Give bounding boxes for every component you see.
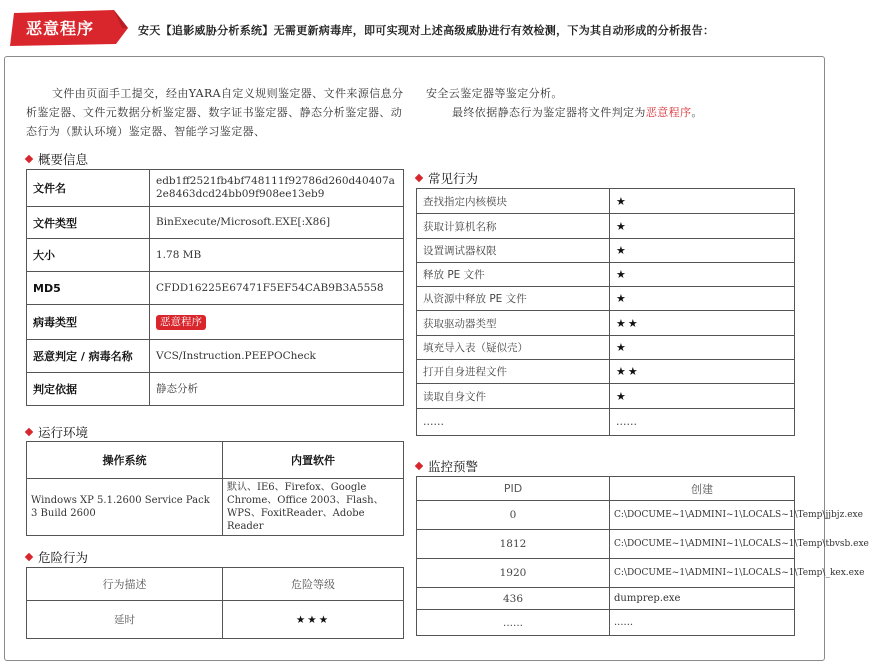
header-description: 安天【追影威胁分析系统】无需更新病毒库，即可实现对上述高级威胁进行有效检测，下为其自动形成的分析报告： (138, 24, 715, 37)
intro-line-1: 安全云鉴定器等鉴定分析。 (426, 87, 563, 100)
pid-value: 1920 (417, 559, 610, 588)
table-row (417, 214, 795, 239)
table-row (27, 373, 404, 406)
overview-key: MD5 (27, 272, 150, 305)
header-tag: 恶意程序 (26, 19, 95, 38)
table-row (417, 263, 795, 287)
software-value: 默认、IE6、Firefox、Google Chrome、Office 2003、Flash、WPS、FoxitReader、Adobe Reader (223, 479, 404, 536)
diamond-icon (25, 155, 33, 163)
table-row (417, 189, 795, 214)
danger-desc-header: 行为描述 (27, 568, 223, 601)
table-row (27, 442, 404, 479)
create-value: dumprep.exe (610, 588, 795, 610)
environment-section-title (26, 423, 88, 441)
status-badge: 恶意程序 (156, 315, 206, 330)
diamond-icon (25, 553, 33, 561)
file-name-value: edb1ff2521fb4bf748111f92786d260d40407a2e8463dcd24bb09f908ee13eb9 (150, 170, 404, 207)
behavior-name: …… (417, 409, 610, 436)
table-row (417, 501, 795, 530)
table-row (417, 559, 795, 588)
intro-line-2 (426, 103, 806, 122)
overview-table (26, 169, 404, 406)
behavior-level: ★ (610, 214, 795, 239)
behavior-level: ★ (610, 287, 795, 311)
table-row (417, 287, 795, 311)
pid-value: 1812 (417, 530, 610, 559)
danger-level: ★★★ (223, 601, 404, 639)
table-row (27, 479, 404, 536)
table-row (417, 336, 795, 360)
intro-left (26, 84, 412, 141)
create-value: C:\DOCUME~1\ADMINI~1\LOCALS~1\Temp\jjbjz.exe (610, 501, 795, 530)
behavior-level: ★ (610, 384, 795, 409)
create-header: 创建 (610, 477, 795, 501)
basis-value: 静态分析 (150, 373, 404, 406)
table-row (417, 530, 795, 559)
file-size-value: 1.78 MB (150, 239, 404, 272)
behaviors-table (416, 188, 795, 436)
behavior-level: ★ (610, 239, 795, 263)
md5-value: CFDD16225E67471F5EF54CAB9B3A5558 (150, 272, 404, 305)
pid-value: 436 (417, 588, 610, 610)
os-header: 操作系统 (27, 442, 223, 479)
overview-key: 文件类型 (27, 207, 150, 239)
table-row (27, 170, 404, 207)
verdict-highlight: 恶意程序 (645, 106, 692, 119)
pid-value: ...... (417, 610, 610, 636)
create-value: ...... (610, 610, 795, 636)
danger-title-text: 危险行为 (38, 550, 89, 565)
overview-key: 病毒类型 (27, 305, 150, 340)
table-row (27, 272, 404, 305)
overview-title-text: 概要信息 (38, 152, 89, 167)
create-value: C:\DOCUME~1\ADMINI~1\LOCALS~1\Temp\tbvsb.exe (610, 530, 795, 559)
table-row (417, 384, 795, 409)
verdict-value: VCS/Instruction.PEEPOCheck (150, 340, 404, 373)
overview-key: 判定依据 (27, 373, 150, 406)
behavior-level: ★ (610, 189, 795, 214)
environment-title-text: 运行环境 (38, 425, 89, 440)
intro-right (426, 84, 806, 122)
table-row (27, 340, 404, 373)
create-value: C:\DOCUME~1\ADMINI~1\LOCALS~1\Temp\_kex.exe (610, 559, 795, 588)
diamond-icon (415, 462, 423, 470)
monitor-section-title (416, 457, 478, 475)
table-row (27, 568, 404, 601)
monitor-title-text: 监控预警 (428, 459, 479, 474)
virus-type-value (150, 305, 404, 340)
table-row (417, 477, 795, 501)
pid-header: PID (417, 477, 610, 501)
behavior-name: 获取驱动器类型 (417, 311, 610, 336)
behavior-name: 读取自身文件 (417, 384, 610, 409)
behavior-level: ★ (610, 263, 795, 287)
table-row (27, 239, 404, 272)
intro-line-2-end: 。 (691, 106, 703, 119)
behaviors-title-text: 常见行为 (428, 171, 479, 186)
behavior-name: 查找指定内核模块 (417, 189, 610, 214)
behavior-name: 填充导入表（疑似壳） (417, 336, 610, 360)
pid-value: 0 (417, 501, 610, 530)
table-row (417, 239, 795, 263)
table-row (27, 207, 404, 239)
intro-paragraph: 文件由页面手工提交，经由YARA自定义规则鉴定器、文件来源信息分析鉴定器、文件元数据分析鉴定器、数字证书鉴定器、静态分析鉴定器、动态行为（默认环境）鉴定器、智能学习鉴定器、 (26, 87, 404, 138)
table-row (27, 601, 404, 639)
diamond-icon (415, 174, 423, 182)
table-row (417, 610, 795, 636)
intro-line-2-text: 最终依据静态行为鉴定器将文件判定为 (452, 106, 646, 119)
behavior-name: 从资源中释放 PE 文件 (417, 287, 610, 311)
behavior-name: 打开自身进程文件 (417, 360, 610, 384)
table-row (27, 305, 404, 340)
overview-key: 恶意判定 / 病毒名称 (27, 340, 150, 373)
os-value: Windows XP 5.1.2600 Service Pack 3 Build 2600 (27, 479, 223, 536)
file-type-value: BinExecute/Microsoft.EXE[:X86] (150, 207, 404, 239)
danger-desc: 延时 (27, 601, 223, 639)
behavior-level: ★★ (610, 311, 795, 336)
software-header: 内置软件 (223, 442, 404, 479)
danger-level-header: 危险等级 (223, 568, 404, 601)
behavior-name: 设置调试器权限 (417, 239, 610, 263)
behavior-name: 获取计算机名称 (417, 214, 610, 239)
diamond-icon (25, 428, 33, 436)
overview-key: 文件名 (27, 170, 150, 207)
monitor-table (416, 476, 869, 636)
behavior-name: 释放 PE 文件 (417, 263, 610, 287)
environment-table (26, 441, 404, 536)
table-row (417, 409, 795, 436)
behaviors-section-title (416, 169, 478, 187)
behavior-level: ★★ (610, 360, 795, 384)
danger-table (26, 567, 404, 639)
behavior-level: …… (610, 409, 795, 436)
table-row (417, 588, 795, 610)
danger-section-title (26, 548, 88, 566)
behavior-level: ★ (610, 336, 795, 360)
overview-section-title (26, 150, 88, 168)
table-row (417, 311, 795, 336)
overview-key: 大小 (27, 239, 150, 272)
table-row (417, 360, 795, 384)
